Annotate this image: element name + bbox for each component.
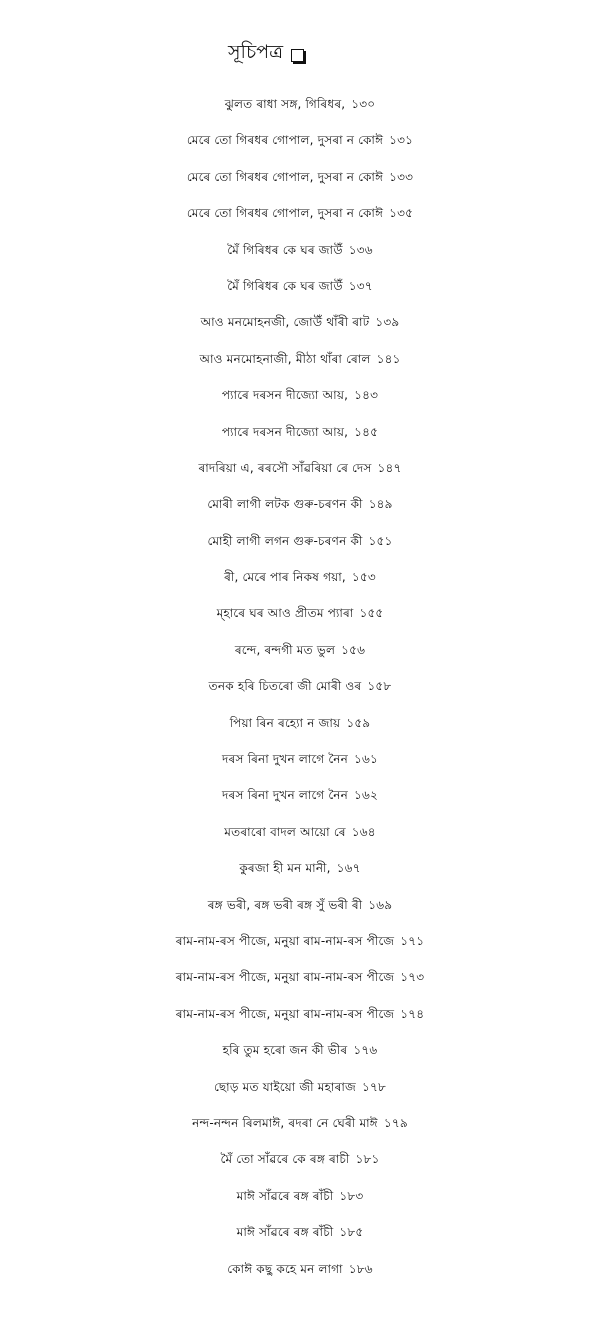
toc-entry <box>0 86 600 122</box>
toc-entry-title: প্যাৰে দৰসন দীজ্যো আয়, <box>221 424 349 439</box>
toc-entry-page-number: ১৫৯ <box>346 715 371 730</box>
toc-entry <box>0 304 600 340</box>
toc-entry <box>0 1214 600 1250</box>
toc-entry-title: মেৰে তো গিৰধৰ গোপাল, দুসৰা ন কোঈ <box>186 206 384 221</box>
toc-entry-title: ঝুলত ৰাধা সঙ্গ, গিৰিধৰ, <box>224 97 346 111</box>
toc-entry-page-number: ১৭৯ <box>383 1115 408 1130</box>
toc-entry-page-number: ১৮৫ <box>339 1225 364 1240</box>
toc-entry-page-number: ১৫৬ <box>341 642 366 657</box>
toc-entry <box>0 414 600 450</box>
toc-entry-page-number: ১৪৭ <box>377 460 402 475</box>
toc-entry-title: প্যাৰে দৰসন দীজ্যো আয়, <box>221 388 349 403</box>
toc-entry-title: মৈঁ তো সাঁৱৰে কে ৰঙ্গ ৰাচী <box>220 1152 350 1167</box>
toc-entry <box>0 159 600 195</box>
toc-entry <box>0 1032 600 1068</box>
toc-entry <box>0 595 600 631</box>
toc-entry <box>0 559 600 595</box>
toc-entry-title: মাঈ সাঁৱৰে ৰঙ্গ ৰাঁচী <box>236 1188 334 1203</box>
toc-entry <box>0 1178 600 1214</box>
toc-entry <box>0 1251 600 1287</box>
toc-entry-page-number: ১৪৯ <box>368 497 393 512</box>
toc-entry <box>0 777 600 813</box>
toc-entry-title: ৰাম-নাম-ৰস পীজে, মনুয়া ৰাম-নাম-ৰস পীজে <box>175 1006 395 1021</box>
toc-entry <box>0 122 600 158</box>
toc-entry-title: মৈঁ গিৰিধৰ কে ঘৰ জাউঁ <box>227 278 343 293</box>
toc-entry-title: আও মনমোহনাজী, মীঠা থাঁৰা ৰোল <box>199 351 371 366</box>
toc-entry-page-number: ১৫৩ <box>351 570 376 585</box>
toc-entry-title: দৰস ৰিনা দুখন লাগে নৈন <box>222 788 348 803</box>
toc-entry-title: তনক হৰি চিতৰো জী মোৰী ওৰ <box>208 679 362 694</box>
toc-entry-page-number: ১৩৩ <box>389 169 414 184</box>
toc-entry <box>0 232 600 268</box>
toc-entry-title: ৰাম-নাম-ৰস পীজে, মনুয়া ৰাম-নাম-ৰস পীজে <box>175 933 395 948</box>
toc-entry <box>0 923 600 959</box>
toc-entry-page-number: ১৩৫ <box>389 206 414 221</box>
toc-entry <box>0 1141 600 1177</box>
toc-entry <box>0 450 600 486</box>
toc-entry-title: মেৰে তো গিৰধৰ গোপাল, দুসৰা ন কোঈ <box>186 133 384 148</box>
toc-entry-page-number: ১৩৬ <box>348 242 373 257</box>
toc-entry-title: ৰাদৰিয়া এ, ৰৰসৌ সাঁৱৰিয়া ৰে দেস <box>198 460 372 475</box>
toc-entry <box>0 1105 600 1141</box>
toc-entry-page-number: ১৮৬ <box>348 1261 373 1276</box>
toc-entry <box>0 195 600 231</box>
toc-list <box>0 86 600 1287</box>
toc-entry <box>0 268 600 304</box>
page-title: সূচিপত্ৰ <box>228 41 284 63</box>
toc-entry-page-number: ১৪৫ <box>354 424 379 439</box>
toc-entry-title: কোঈ কছু কহে মন লাগা <box>227 1261 343 1276</box>
toc-entry-page-number: ১৬২ <box>353 788 378 803</box>
toc-entry <box>0 814 600 850</box>
toc-entry-page-number: ১৬৯ <box>368 897 393 912</box>
toc-entry-title: ৰী, মেৰে পাৰ নিকষ গয়া, <box>224 570 346 585</box>
toc-entry-page-number: ১৭৪ <box>400 1006 425 1021</box>
toc-entry-page-number: ১৩১ <box>389 133 414 148</box>
toc-entry <box>0 850 600 886</box>
toc-entry <box>0 996 600 1032</box>
toc-entry-page-number: ১৩৯ <box>375 315 400 330</box>
toc-entry <box>0 887 600 923</box>
toc-entry-page-number: ১৪৩ <box>354 388 379 403</box>
toc-entry-page-number: ১৬১ <box>353 752 378 767</box>
toc-entry-page-number: ১৫৮ <box>367 679 392 694</box>
toc-entry <box>0 741 600 777</box>
toc-entry-title: পিয়া ৰিন ৰহ্যো ন জায় <box>229 715 341 730</box>
toc-entry <box>0 959 600 995</box>
toc-entry-title: হৰি তুম হৰো জন কী ভীৰ <box>222 1043 348 1058</box>
toc-entry <box>0 523 600 559</box>
toc-entry-page-number: ১৫৫ <box>359 606 384 621</box>
toc-entry-page-number: ১৭১ <box>400 933 425 948</box>
toc-entry-title: ৰন্দে, ৰন্দগী মত ভুল <box>234 642 336 657</box>
toc-entry-page-number: ১৪১ <box>376 351 401 366</box>
checkbox-icon <box>291 49 304 62</box>
toc-entry-title: মতৰাৰো বাদল আয়ো ৰে <box>224 824 346 839</box>
toc-entry-page-number: ১৩৭ <box>348 278 373 293</box>
toc-entry-page-number: ১৭৬ <box>353 1043 378 1058</box>
toc-entry-page-number: ১৭৮ <box>361 1079 386 1094</box>
toc-entry-title: ছোড় মত যাইয়ো জী মহাৰাজ <box>214 1079 356 1094</box>
toc-entry-page-number: ১৬৭ <box>336 861 361 876</box>
toc-entry <box>0 1069 600 1105</box>
toc-entry <box>0 486 600 522</box>
toc-entry-title: মোৰী লাগী লটক গুৰু-চৰণন কী <box>207 497 363 512</box>
toc-entry-title: মাঈ সাঁৱৰে ৰঙ্গ ৰাঁচী <box>236 1225 334 1240</box>
toc-entry <box>0 668 600 704</box>
toc-entry-page-number: ১৮৩ <box>339 1188 364 1203</box>
toc-entry-title: ৰঙ্গ ভৰী, ৰঙ্গ ভৰী ৰঙ্গ সুঁ ভৰী ৰী <box>207 897 363 912</box>
toc-entry-page-number: ১৬৪ <box>351 824 376 839</box>
toc-entry <box>0 341 600 377</box>
toc-entry-page-number: ১৫১ <box>368 533 393 548</box>
toc-entry-title: দৰস ৰিনা দুখন লাগে নৈন <box>222 752 348 767</box>
toc-entry-title: মৈঁ গিৰিধৰ কে ঘৰ জাউঁ <box>227 242 343 257</box>
toc-entry-page-number: ১৩০ <box>351 97 376 111</box>
toc-entry-page-number: ১৮১ <box>355 1152 380 1167</box>
toc-entry-title: মেৰে তো গিৰধৰ গোপাল, দুসৰা ন কোঈ <box>186 169 384 184</box>
toc-entry <box>0 632 600 668</box>
toc-header <box>228 38 304 70</box>
toc-entry <box>0 377 600 413</box>
toc-entry-title: নন্দ-নন্দন ৰিলমাঈ, ৰদৰা নে ঘেৰী মাঈ <box>192 1115 378 1130</box>
toc-entry-title: কুৰজা হী মন মানী, <box>239 861 331 876</box>
toc-entry-title: ম্হাৰে ঘৰ আও প্ৰীতম প্যাৰা <box>216 606 354 621</box>
toc-entry <box>0 705 600 741</box>
toc-entry-title: মোহী লাগী লগন গুৰু-চৰণন কী <box>207 533 363 548</box>
toc-entry-page-number: ১৭৩ <box>400 970 425 985</box>
toc-entry-title: আও মনমোহনজী, জোউঁ থাঁৰী ৰাট <box>200 315 370 330</box>
toc-entry-title: ৰাম-নাম-ৰস পীজে, মনুয়া ৰাম-নাম-ৰস পীজে <box>175 970 395 985</box>
